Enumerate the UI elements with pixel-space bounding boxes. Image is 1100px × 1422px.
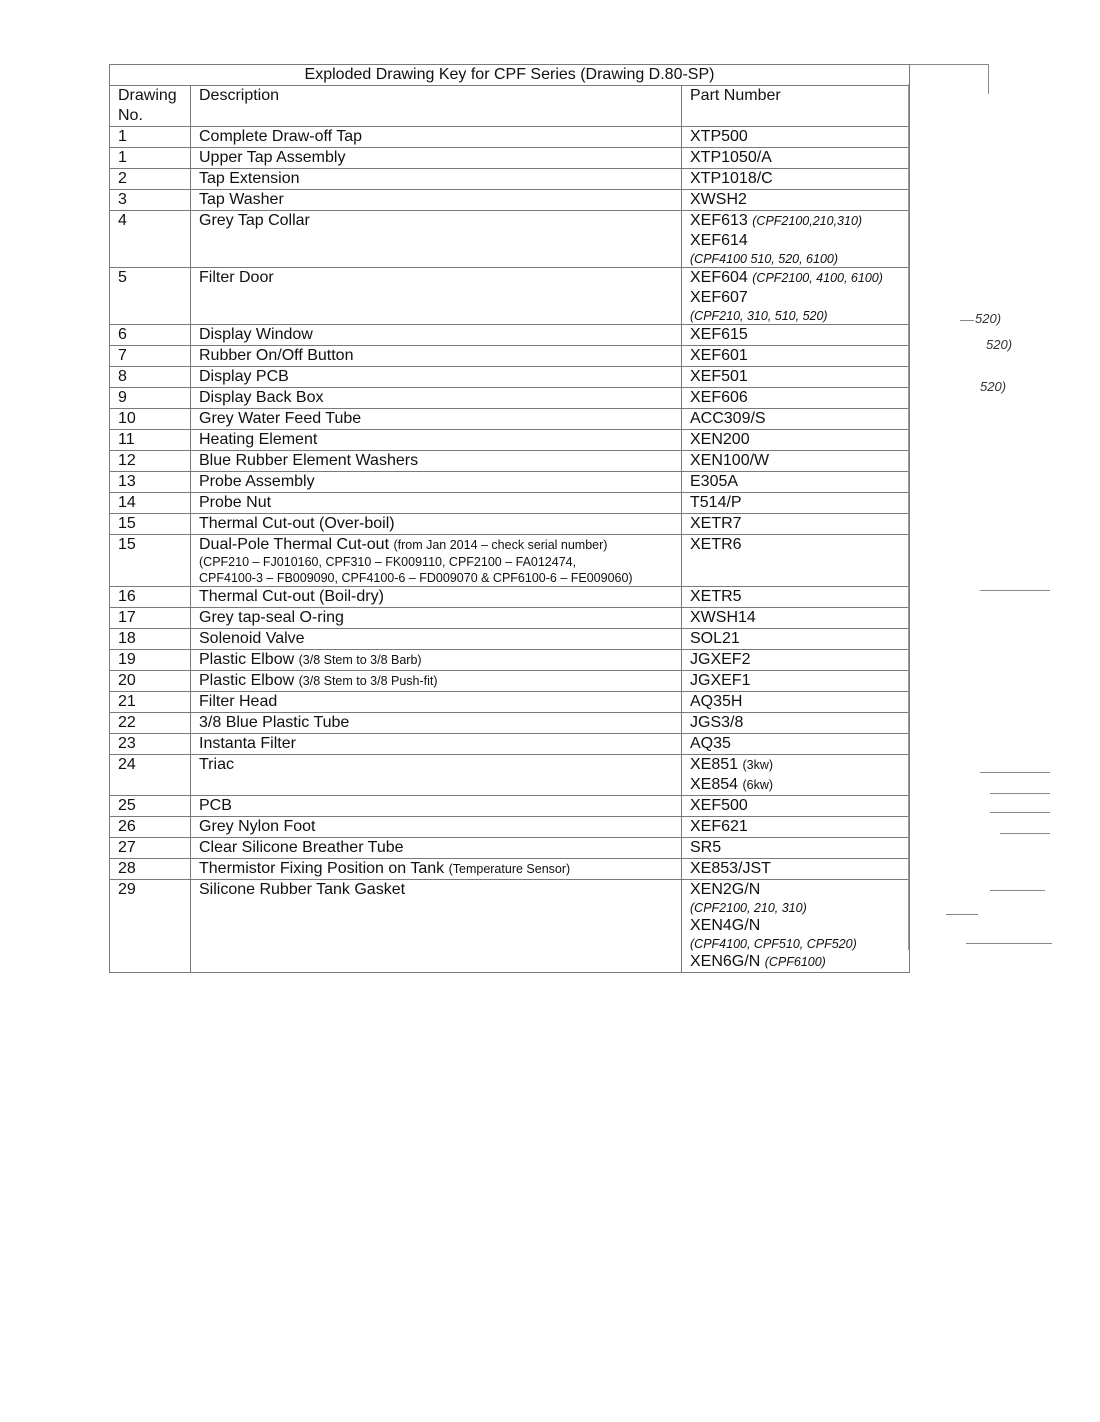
description-cell (191, 169, 682, 190)
part-number: XE851 (690, 756, 739, 773)
ghost-column-line (908, 84, 909, 950)
part-number-cell (682, 409, 910, 430)
header-drawing-no: Drawing No. (110, 86, 191, 127)
description-text: Plastic Elbow (199, 651, 295, 668)
part-number: XTP1018/C (690, 170, 773, 187)
part-number-cell (682, 880, 910, 973)
description-cell (191, 127, 682, 148)
part-number-line (690, 409, 909, 429)
part-number: XEF621 (690, 818, 748, 835)
description-text: Thermal Cut-out (Boil-dry) (199, 588, 384, 605)
table-title: Exploded Drawing Key for CPF Series (Drawing D.80-SP) (110, 65, 910, 86)
description-cell (191, 148, 682, 169)
part-number: XEF604 (690, 269, 748, 286)
description-text: Rubber On/Off Button (199, 347, 354, 364)
scan-artifact-line (990, 890, 1045, 891)
drawing-no-cell: 1 (110, 148, 191, 169)
part-number: XTP500 (690, 128, 748, 145)
part-number-line (690, 430, 909, 450)
part-number-line (690, 775, 909, 795)
description-cell (191, 734, 682, 755)
table-row (110, 535, 910, 587)
table-row (110, 734, 910, 755)
rating-note: (3kw) (742, 758, 774, 772)
table-row (110, 838, 910, 859)
part-number-cell (682, 671, 910, 692)
drawing-no-cell: 2 (110, 169, 191, 190)
part-number: XTP1050/A (690, 149, 772, 166)
table-row (110, 493, 910, 514)
part-number: XETR6 (690, 536, 742, 553)
table-row (110, 430, 910, 451)
part-number-line (690, 916, 909, 936)
margin-fragment: 520) (975, 311, 1002, 326)
model-note: (CPF2100,210,310) (752, 214, 863, 228)
part-number-cell (682, 451, 910, 472)
model-note: (CPF4100, CPF510, CPF520) (690, 937, 857, 951)
drawing-no-cell: 17 (110, 608, 191, 629)
part-number-cell (682, 650, 910, 671)
description-cell (191, 346, 682, 367)
table-row (110, 325, 910, 346)
drawing-no-cell: 24 (110, 755, 191, 796)
description-cell (191, 629, 682, 650)
description-text: Display Back Box (199, 389, 324, 406)
drawing-no-cell: 19 (110, 650, 191, 671)
description-text: Display Window (199, 326, 313, 343)
description-cell (191, 838, 682, 859)
part-number-cell (682, 796, 910, 817)
table-row (110, 409, 910, 430)
part-number-line (690, 692, 909, 712)
table-row (110, 629, 910, 650)
part-number-cell (682, 325, 910, 346)
part-number: SOL21 (690, 630, 740, 647)
part-number-cell (682, 388, 910, 409)
drawing-no-cell: 13 (110, 472, 191, 493)
part-number: T514/P (690, 494, 742, 511)
table-row (110, 472, 910, 493)
part-number-cell (682, 859, 910, 880)
description-cell (191, 190, 682, 211)
description-text: Complete Draw-off Tap (199, 128, 363, 145)
margin-fragment: 520) (980, 379, 1007, 394)
margin-fragment: 520) (986, 337, 1013, 352)
table-row (110, 817, 910, 838)
part-number-cell (682, 211, 910, 268)
part-number: JGXEF2 (690, 651, 751, 668)
drawing-no-cell: 4 (110, 211, 191, 268)
part-number-line (690, 367, 909, 387)
table-row (110, 346, 910, 367)
description-text: Plastic Elbow (199, 672, 295, 689)
part-number: XEN100/W (690, 452, 770, 469)
part-number-cell (682, 127, 910, 148)
part-number: XEF615 (690, 326, 748, 343)
description-text: 3/8 Blue Plastic Tube (199, 714, 350, 731)
description-cell (191, 880, 682, 973)
drawing-no-cell: 27 (110, 838, 191, 859)
drawing-no-cell: 15 (110, 535, 191, 587)
scan-artifact-line (966, 943, 1052, 944)
part-number-cell (682, 346, 910, 367)
part-number: JGS3/8 (690, 714, 744, 731)
title-row (110, 65, 910, 86)
part-number-line (690, 838, 909, 858)
part-number: AQ35 (690, 735, 731, 752)
description-text: Probe Assembly (199, 473, 315, 490)
drawing-no-cell: 18 (110, 629, 191, 650)
part-number-line (690, 796, 909, 816)
header-part-number: Part Number (682, 86, 910, 127)
part-number-line (690, 629, 909, 649)
part-number-line (690, 231, 909, 251)
drawing-no-cell: 1 (110, 127, 191, 148)
table-row (110, 514, 910, 535)
description-text: Grey tap-seal O-ring (199, 609, 344, 626)
drawing-no-cell: 23 (110, 734, 191, 755)
part-number-line (690, 713, 909, 733)
description-text: Dual-Pole Thermal Cut-out (199, 536, 390, 553)
model-note: (CPF210, 310, 510, 520) (690, 309, 828, 323)
part-number-line (690, 268, 909, 288)
description-cell (191, 451, 682, 472)
part-number-line (690, 859, 909, 879)
table-body (110, 127, 910, 973)
description-cell (191, 755, 682, 796)
part-number-line (690, 190, 909, 210)
table-row (110, 880, 910, 973)
description-cell (191, 268, 682, 325)
table-row (110, 608, 910, 629)
parts-key-document (109, 64, 909, 973)
scan-artifact-line (960, 320, 974, 321)
part-number-line (690, 211, 909, 231)
part-number-cell (682, 608, 910, 629)
table-row (110, 268, 910, 325)
table-row (110, 148, 910, 169)
description-cell (191, 430, 682, 451)
table-row (110, 211, 910, 268)
description-text: Blue Rubber Element Washers (199, 452, 419, 469)
drawing-no-cell: 29 (110, 880, 191, 973)
part-number-cell (682, 268, 910, 325)
part-number-line (690, 734, 909, 754)
part-number-line (690, 817, 909, 837)
description-text: Filter Door (199, 269, 274, 286)
part-number: ACC309/S (690, 410, 766, 427)
part-number-cell (682, 713, 910, 734)
part-number-cell (682, 629, 910, 650)
part-number: XEF601 (690, 347, 748, 364)
header-row (110, 86, 910, 127)
model-note: (CPF2100, 210, 310) (690, 901, 807, 915)
table-row (110, 755, 910, 796)
header-description: Description (191, 86, 682, 127)
description-cell (191, 388, 682, 409)
description-cell (191, 817, 682, 838)
description-cell (191, 650, 682, 671)
description-text: Grey Tap Collar (199, 212, 310, 229)
part-number: XEF606 (690, 389, 748, 406)
part-number-line (690, 169, 909, 189)
description-text: Display PCB (199, 368, 289, 385)
part-number: XEF614 (690, 232, 748, 249)
part-number: XE853/JST (690, 860, 771, 877)
model-note: (CPF6100) (764, 955, 826, 969)
parts-table (109, 64, 910, 973)
description-cell (191, 472, 682, 493)
part-number-line (690, 148, 909, 168)
drawing-no-cell: 5 (110, 268, 191, 325)
part-number: XWSH14 (690, 609, 756, 626)
part-number: XEF500 (690, 797, 748, 814)
description-note: (Temperature Sensor) (448, 862, 571, 876)
part-number-cell (682, 472, 910, 493)
part-number-line (690, 388, 909, 408)
scan-artifact-line (990, 793, 1050, 794)
description-cell (191, 514, 682, 535)
table-row (110, 650, 910, 671)
part-number: XEN6G/N (690, 953, 761, 970)
part-number-line (690, 288, 909, 308)
table-row (110, 388, 910, 409)
part-number-cell (682, 493, 910, 514)
drawing-no-cell: 9 (110, 388, 191, 409)
drawing-no-cell: 12 (110, 451, 191, 472)
drawing-no-cell: 16 (110, 587, 191, 608)
part-number: XEF613 (690, 212, 748, 229)
part-number-line (690, 587, 909, 607)
description-text: Grey Nylon Foot (199, 818, 316, 835)
drawing-no-cell: 20 (110, 671, 191, 692)
part-number: XEN200 (690, 431, 750, 448)
part-number-cell (682, 587, 910, 608)
scan-artifact-line (990, 812, 1050, 813)
part-number: XETR7 (690, 515, 742, 532)
table-row (110, 190, 910, 211)
description-cell (191, 325, 682, 346)
description-note: (3/8 Stem to 3/8 Barb) (298, 653, 422, 667)
part-number-line (690, 650, 909, 670)
part-number-line (690, 535, 909, 555)
drawing-no-cell: 26 (110, 817, 191, 838)
part-number: XEN2G/N (690, 881, 761, 898)
description-cell (191, 796, 682, 817)
description-note: (from Jan 2014 – check serial number) (393, 538, 608, 552)
drawing-no-cell: 10 (110, 409, 191, 430)
part-number: AQ35H (690, 693, 743, 710)
description-text: Triac (199, 756, 234, 773)
description-text: Silicone Rubber Tank Gasket (199, 881, 406, 898)
table-row (110, 713, 910, 734)
description-text: Grey Water Feed Tube (199, 410, 362, 427)
description-cell (191, 409, 682, 430)
table-row (110, 451, 910, 472)
part-number-cell (682, 755, 910, 796)
description-text: Upper Tap Assembly (199, 149, 346, 166)
part-number-cell (682, 148, 910, 169)
drawing-no-cell: 6 (110, 325, 191, 346)
drawing-no-cell: 22 (110, 713, 191, 734)
part-number-cell (682, 367, 910, 388)
description-extra-line: (CPF210 – FJ010160, CPF310 – FK009110, CPF2100 – FA012474, (199, 555, 577, 569)
part-number-line (690, 755, 909, 775)
scan-artifact-line (1000, 833, 1050, 834)
part-number-cell (682, 190, 910, 211)
part-number-cell (682, 734, 910, 755)
table-row (110, 169, 910, 190)
scan-artifact-line (980, 772, 1050, 773)
part-number-line (690, 493, 909, 513)
description-text: Tap Washer (199, 191, 284, 208)
part-number: JGXEF1 (690, 672, 751, 689)
description-cell (191, 608, 682, 629)
description-cell (191, 587, 682, 608)
drawing-no-cell: 28 (110, 859, 191, 880)
part-number: XWSH2 (690, 191, 747, 208)
part-number-line (690, 952, 909, 972)
part-number-cell (682, 838, 910, 859)
part-number-line (690, 325, 909, 345)
description-text: Solenoid Valve (199, 630, 305, 647)
part-number-cell (682, 692, 910, 713)
outer-border-right (988, 64, 989, 94)
part-number-cell (682, 817, 910, 838)
scan-artifact-line (980, 590, 1050, 591)
part-number: XEF501 (690, 368, 748, 385)
part-number: SR5 (690, 839, 722, 856)
drawing-no-cell: 8 (110, 367, 191, 388)
drawing-no-cell: 15 (110, 514, 191, 535)
part-number: E305A (690, 473, 739, 490)
description-text: Instanta Filter (199, 735, 296, 752)
part-number-cell (682, 169, 910, 190)
description-cell (191, 367, 682, 388)
part-number-line (690, 671, 909, 691)
part-number-cell (682, 535, 910, 587)
description-text: Tap Extension (199, 170, 300, 187)
description-text: PCB (199, 797, 232, 814)
part-number-line (690, 451, 909, 471)
rating-note: (6kw) (742, 778, 774, 792)
part-number: XE854 (690, 776, 739, 793)
description-text: Thermal Cut-out (Over-boil) (199, 515, 395, 532)
table-row (110, 127, 910, 148)
part-number-line (690, 514, 909, 534)
part-number-line (690, 346, 909, 366)
description-cell (191, 535, 682, 587)
drawing-no-cell: 25 (110, 796, 191, 817)
description-note: (3/8 Stem to 3/8 Push-fit) (298, 674, 438, 688)
drawing-no-cell: 14 (110, 493, 191, 514)
description-cell (191, 692, 682, 713)
description-cell (191, 713, 682, 734)
description-text: Probe Nut (199, 494, 272, 511)
table-row (110, 671, 910, 692)
drawing-no-cell: 7 (110, 346, 191, 367)
part-number: XEF607 (690, 289, 748, 306)
description-text: Filter Head (199, 693, 278, 710)
table-row (110, 587, 910, 608)
description-text: Heating Element (199, 431, 318, 448)
description-cell (191, 211, 682, 268)
part-number-cell (682, 514, 910, 535)
table-row (110, 692, 910, 713)
scan-artifact-line (946, 914, 978, 915)
part-number-line (690, 472, 909, 492)
drawing-no-cell: 11 (110, 430, 191, 451)
part-number-cell (682, 430, 910, 451)
drawing-no-cell: 3 (110, 190, 191, 211)
drawing-no-cell: 21 (110, 692, 191, 713)
description-text: Clear Silicone Breather Tube (199, 839, 404, 856)
part-number: XEN4G/N (690, 917, 761, 934)
description-text: Thermistor Fixing Position on Tank (199, 860, 445, 877)
description-cell (191, 859, 682, 880)
description-extra-line: CPF4100-3 – FB009090, CPF4100-6 – FD009070 & CPF6100-6 – FE009060) (199, 570, 633, 585)
table-row (110, 367, 910, 388)
part-number-line (690, 880, 909, 900)
model-note: (CPF4100 510, 520, 6100) (690, 252, 839, 266)
table-row (110, 859, 910, 880)
part-number-line (690, 608, 909, 628)
description-cell (191, 493, 682, 514)
table-row (110, 796, 910, 817)
description-cell (191, 671, 682, 692)
part-number-line (690, 127, 909, 147)
model-note: (CPF2100, 4100, 6100) (752, 271, 883, 285)
part-number: XETR5 (690, 588, 742, 605)
